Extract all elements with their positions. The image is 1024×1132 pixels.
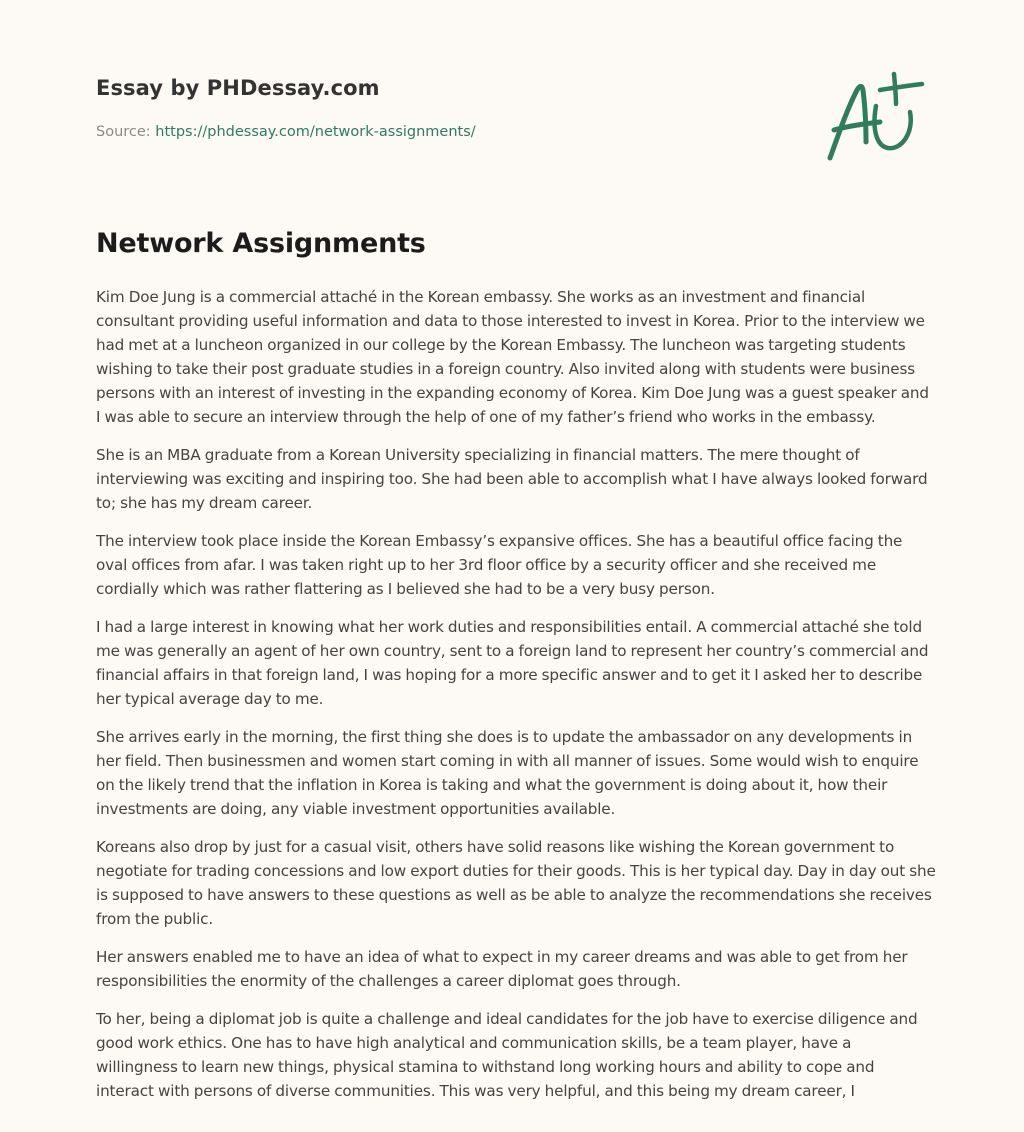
essay-title: Network Assignments [96,228,426,259]
source-link[interactable]: https://phdessay.com/network-assignments/ [155,124,476,140]
essay-paragraph: Koreans also drop by just for a casual visit, others have solid reasons like wishing the Korean government to negotiate for trading concessions and low export duties for their goods. This is her typical day. Day in day out she is supposed to have answers to these questions as well as be able to analyze the recommendations she receives from the public. [96,838,936,928]
source-label: Source: [96,124,156,140]
essay-paragraph: The interview took place inside the Korean Embassy’s expansive offices. She has a beautiful office facing the oval offices from afar. I was taken right up to her 3rd floor office by a security officer and she received me cordially which was rather flattering as I believed she had to be a very busy person. [96,532,903,598]
essay-paragraph: To her, being a diplomat job is quite a challenge and ideal candidates for the job have to exercise diligence and good work ethics. One has to have high analytical and communication skills, be a team player, have a willingness to learn new things, physical stamina to withstand long working hours and ability to cope and interact with persons of diverse communities. This was very helpful, and this being my dream career, I [96,1010,918,1100]
page-header [96,0,936,200]
site-title: Essay by PHDessay.com [96,76,380,100]
essay-body [96,285,936,1103]
essay-paragraph: She arrives early in the morning, the first thing she does is to update the ambassador on any developments in her field. Then businessmen and women start coming in with all manner of issues. Some would wish to enquire on the likely trend that the inflation in Korea is taking and what the government is doing about it, how their investments are doing, any viable investment opportunities available. [96,728,919,818]
essay-paragraph: She is an MBA graduate from a Korean University specializing in financial matters. The mere thought of interviewing was exciting and inspiring too. She had been able to accomplish what I have always looked forward to; she has my dream career. [96,446,928,512]
essay-content [96,222,936,1117]
essay-paragraph: Her answers enabled me to have an idea of what to expect in my career dreams and was able to get from her responsibilities the enormity of the challenges a career diplomat goes through. [96,948,908,990]
essay-paragraph: I had a large interest in knowing what her work duties and responsibilities entail. A commercial attaché she told me was generally an agent of her own country, sent to a foreign land to represent her country’s commercial and financial affairs in that foreign land, I was hoping for a more specific answer and to get it I asked her to describe her typical average day to me. [96,618,929,708]
essay-paragraph: Kim Doe Jung is a commercial attaché in the Korean embassy. She works as an investment and financial consultant providing useful information and data to those interested to invest in Korea. Prior to the interview we had met at a luncheon organized in our college by the Korean Embassy. The luncheon was targeting students wishing to take their post graduate studies in a foreign country. Also invited along with students were business persons with an interest of investing in the expanding economy of Korea. Kim Doe Jung was a guest speaker and I was able to secure an interview through the help of one of my father’s friend who works in the embassy. [96,288,929,426]
source-line [96,124,476,140]
a-plus-grade-icon [824,66,928,166]
